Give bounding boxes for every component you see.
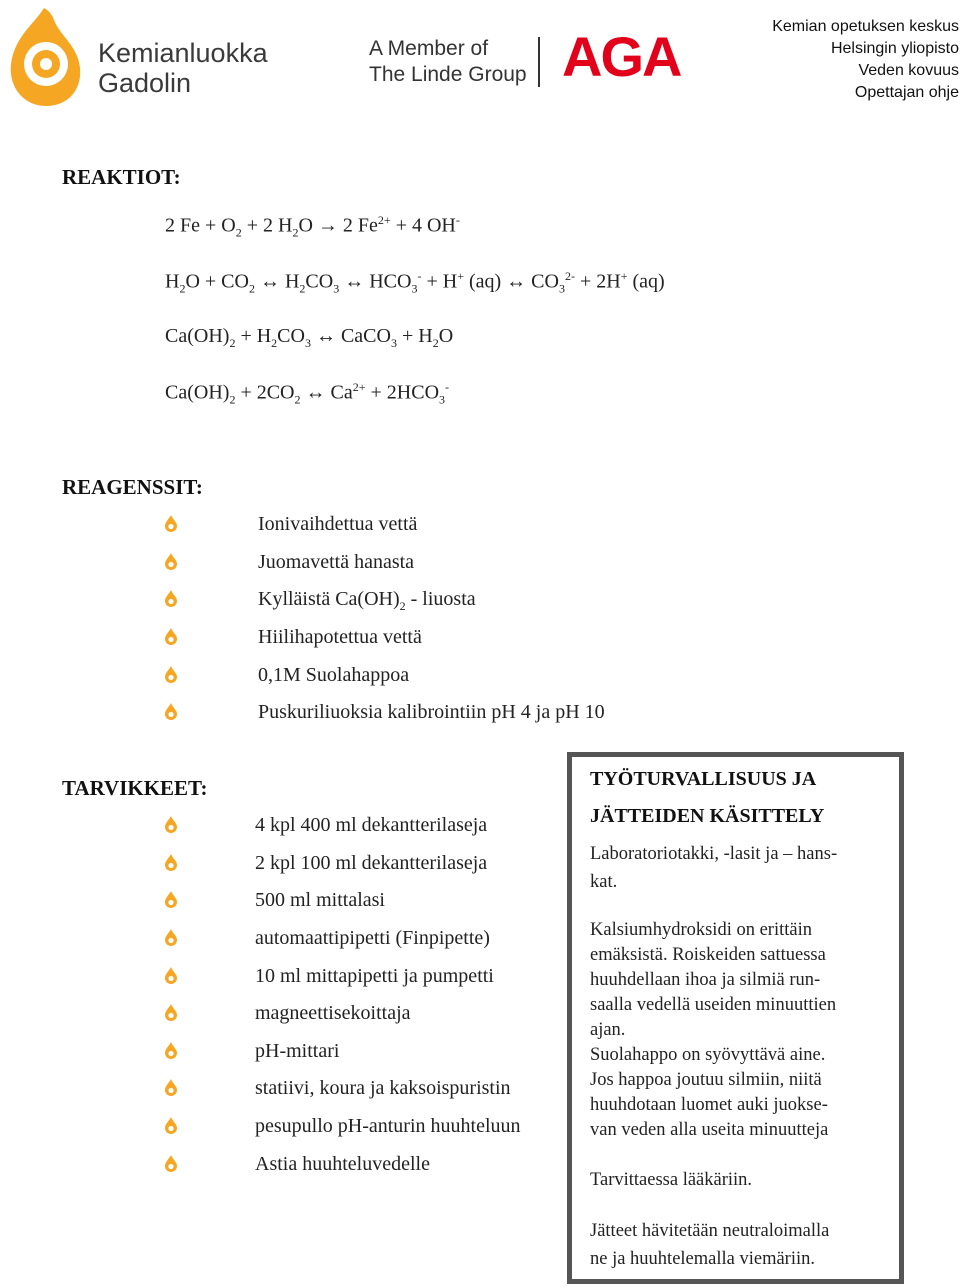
- reaction-1: 2 $Fe + O_2 + 2$ $H_2O \to 2$ $Fe^{2+} + 4$ OH-: [165, 213, 460, 240]
- list-item: 10 ml mittapipetti ja pumpetti: [255, 965, 494, 987]
- logo-line-1: Kemianluokka: [98, 38, 268, 68]
- list-item: statiivi, koura ja kaksoispuristin: [255, 1077, 511, 1099]
- list-item: Puskuriliuoksia kalibrointiin pH 4 ja pH 10: [258, 701, 605, 723]
- safety-title-line-2: JÄTTEIDEN KÄSITTELY: [590, 805, 825, 827]
- safety-paragraph-2: Kalsiumhydroksidi on erittäin emäksistä. Roiskeiden sattuessa huuhdellaan ihoa ja silmiä run- saalla vedellä useiden minuuttien ajan. Suolahappo on syövyttävä aine. Jos happoa joutuu silmiin, niitä huuhdotaan luomet auki juokse- van veden alla useita minuutteja: [590, 920, 837, 1140]
- flame-bullet-icon: [165, 1079, 177, 1101]
- flame-bullet-icon: [165, 515, 177, 537]
- gadolin-logo: [4, 6, 84, 110]
- list-item: Ionivaihdettua vettä: [258, 513, 418, 535]
- flame-bullet-icon: [165, 1117, 177, 1139]
- safety-title-line-1: TYÖTURVALLISUUS JA: [590, 768, 817, 790]
- flame-bullet-icon: [165, 854, 177, 876]
- flame-bullet-icon: [165, 816, 177, 838]
- reaction-4: $Ca(OH)_2 + 2CO_2$ ↔ $Ca^{2+} + 2HCO_3^-$: [165, 380, 450, 407]
- reaction-2: $H_2O + CO_2$ ↔ $H_2CO_3$ ↔ $HCO_3^- + H^+$ (aq) ↔ $CO_3^{2-} + 2H^+$ (aq): [165, 269, 665, 296]
- reaction-3: $Ca(OH)_2 + H_2CO_3$ ↔ CaCO$_3$ + $H_2O$: [165, 325, 454, 350]
- list-item: pH-mittari: [255, 1040, 340, 1062]
- list-item: Juomavettä hanasta: [258, 551, 415, 573]
- list-item: automaattipipetti (Finpipette): [255, 927, 490, 949]
- flame-bullet-icon: [165, 703, 177, 725]
- logo-divider: [538, 37, 540, 87]
- safety-paragraph-4: Jätteet hävitetään neutraloimalla ne ja huuhtelemalla viemäriin.: [590, 1221, 830, 1269]
- info-line-2: Helsingin yliopisto: [830, 40, 959, 57]
- list-item: 0,1M Suolahappoa: [258, 664, 410, 686]
- flame-bullet-icon: [165, 1042, 177, 1064]
- flame-bullet-icon: [165, 967, 177, 989]
- equipment-heading: TARVIKKEET:: [62, 776, 208, 800]
- safety-paragraph-3: Tarvittaessa lääkäriin.: [590, 1170, 753, 1190]
- list-item: 2 kpl 100 ml dekantterilaseja: [255, 852, 488, 874]
- logo-line-2: Gadolin: [98, 68, 192, 98]
- logo-text: [98, 38, 268, 98]
- flame-bullet-icon: [165, 553, 177, 575]
- list-item: 4 kpl 400 ml dekantterilaseja: [255, 814, 488, 836]
- flame-bullet-icon: [165, 891, 177, 913]
- list-item: Astia huuhteluvedelle: [255, 1153, 430, 1175]
- linde-member-text: [369, 36, 527, 88]
- info-line-4: Opettajan ohje: [854, 84, 959, 101]
- flame-bullet-icon: [165, 1155, 177, 1177]
- list-item: magneettisekoittaja: [255, 1002, 411, 1024]
- reactions-heading: REAKTIOT:: [62, 165, 181, 189]
- safety-paragraph-1: Laboratoriotakki, -lasit ja – hans- kat.: [590, 844, 838, 892]
- reagents-heading: REAGENSSIT:: [62, 475, 203, 499]
- member-line-2: The Linde Group: [369, 63, 527, 86]
- member-line-1: A Member of: [369, 37, 489, 60]
- info-line-1: Kemian opetuksen keskus: [772, 18, 959, 35]
- document-info: [772, 16, 959, 104]
- gadolin-logo-icon: [4, 6, 84, 110]
- flame-bullet-icon: [165, 666, 177, 688]
- list-item: 500 ml mittalasi: [255, 889, 385, 911]
- flame-bullet-icon: [165, 628, 177, 650]
- list-item: Hiilihapotettua vettä: [258, 626, 422, 648]
- aga-logo: AGA: [562, 25, 681, 88]
- flame-bullet-icon: [165, 590, 177, 612]
- safety-box: [567, 752, 904, 1284]
- flame-bullet-icon: [165, 1004, 177, 1026]
- list-item: Kylläistä $Ca(OH)_2$ - liuosta: [258, 588, 476, 613]
- list-item: pesupullo pH-anturin huuhteluun: [255, 1115, 521, 1137]
- flame-bullet-icon: [165, 929, 177, 951]
- info-line-3: Veden kovuus: [858, 62, 959, 79]
